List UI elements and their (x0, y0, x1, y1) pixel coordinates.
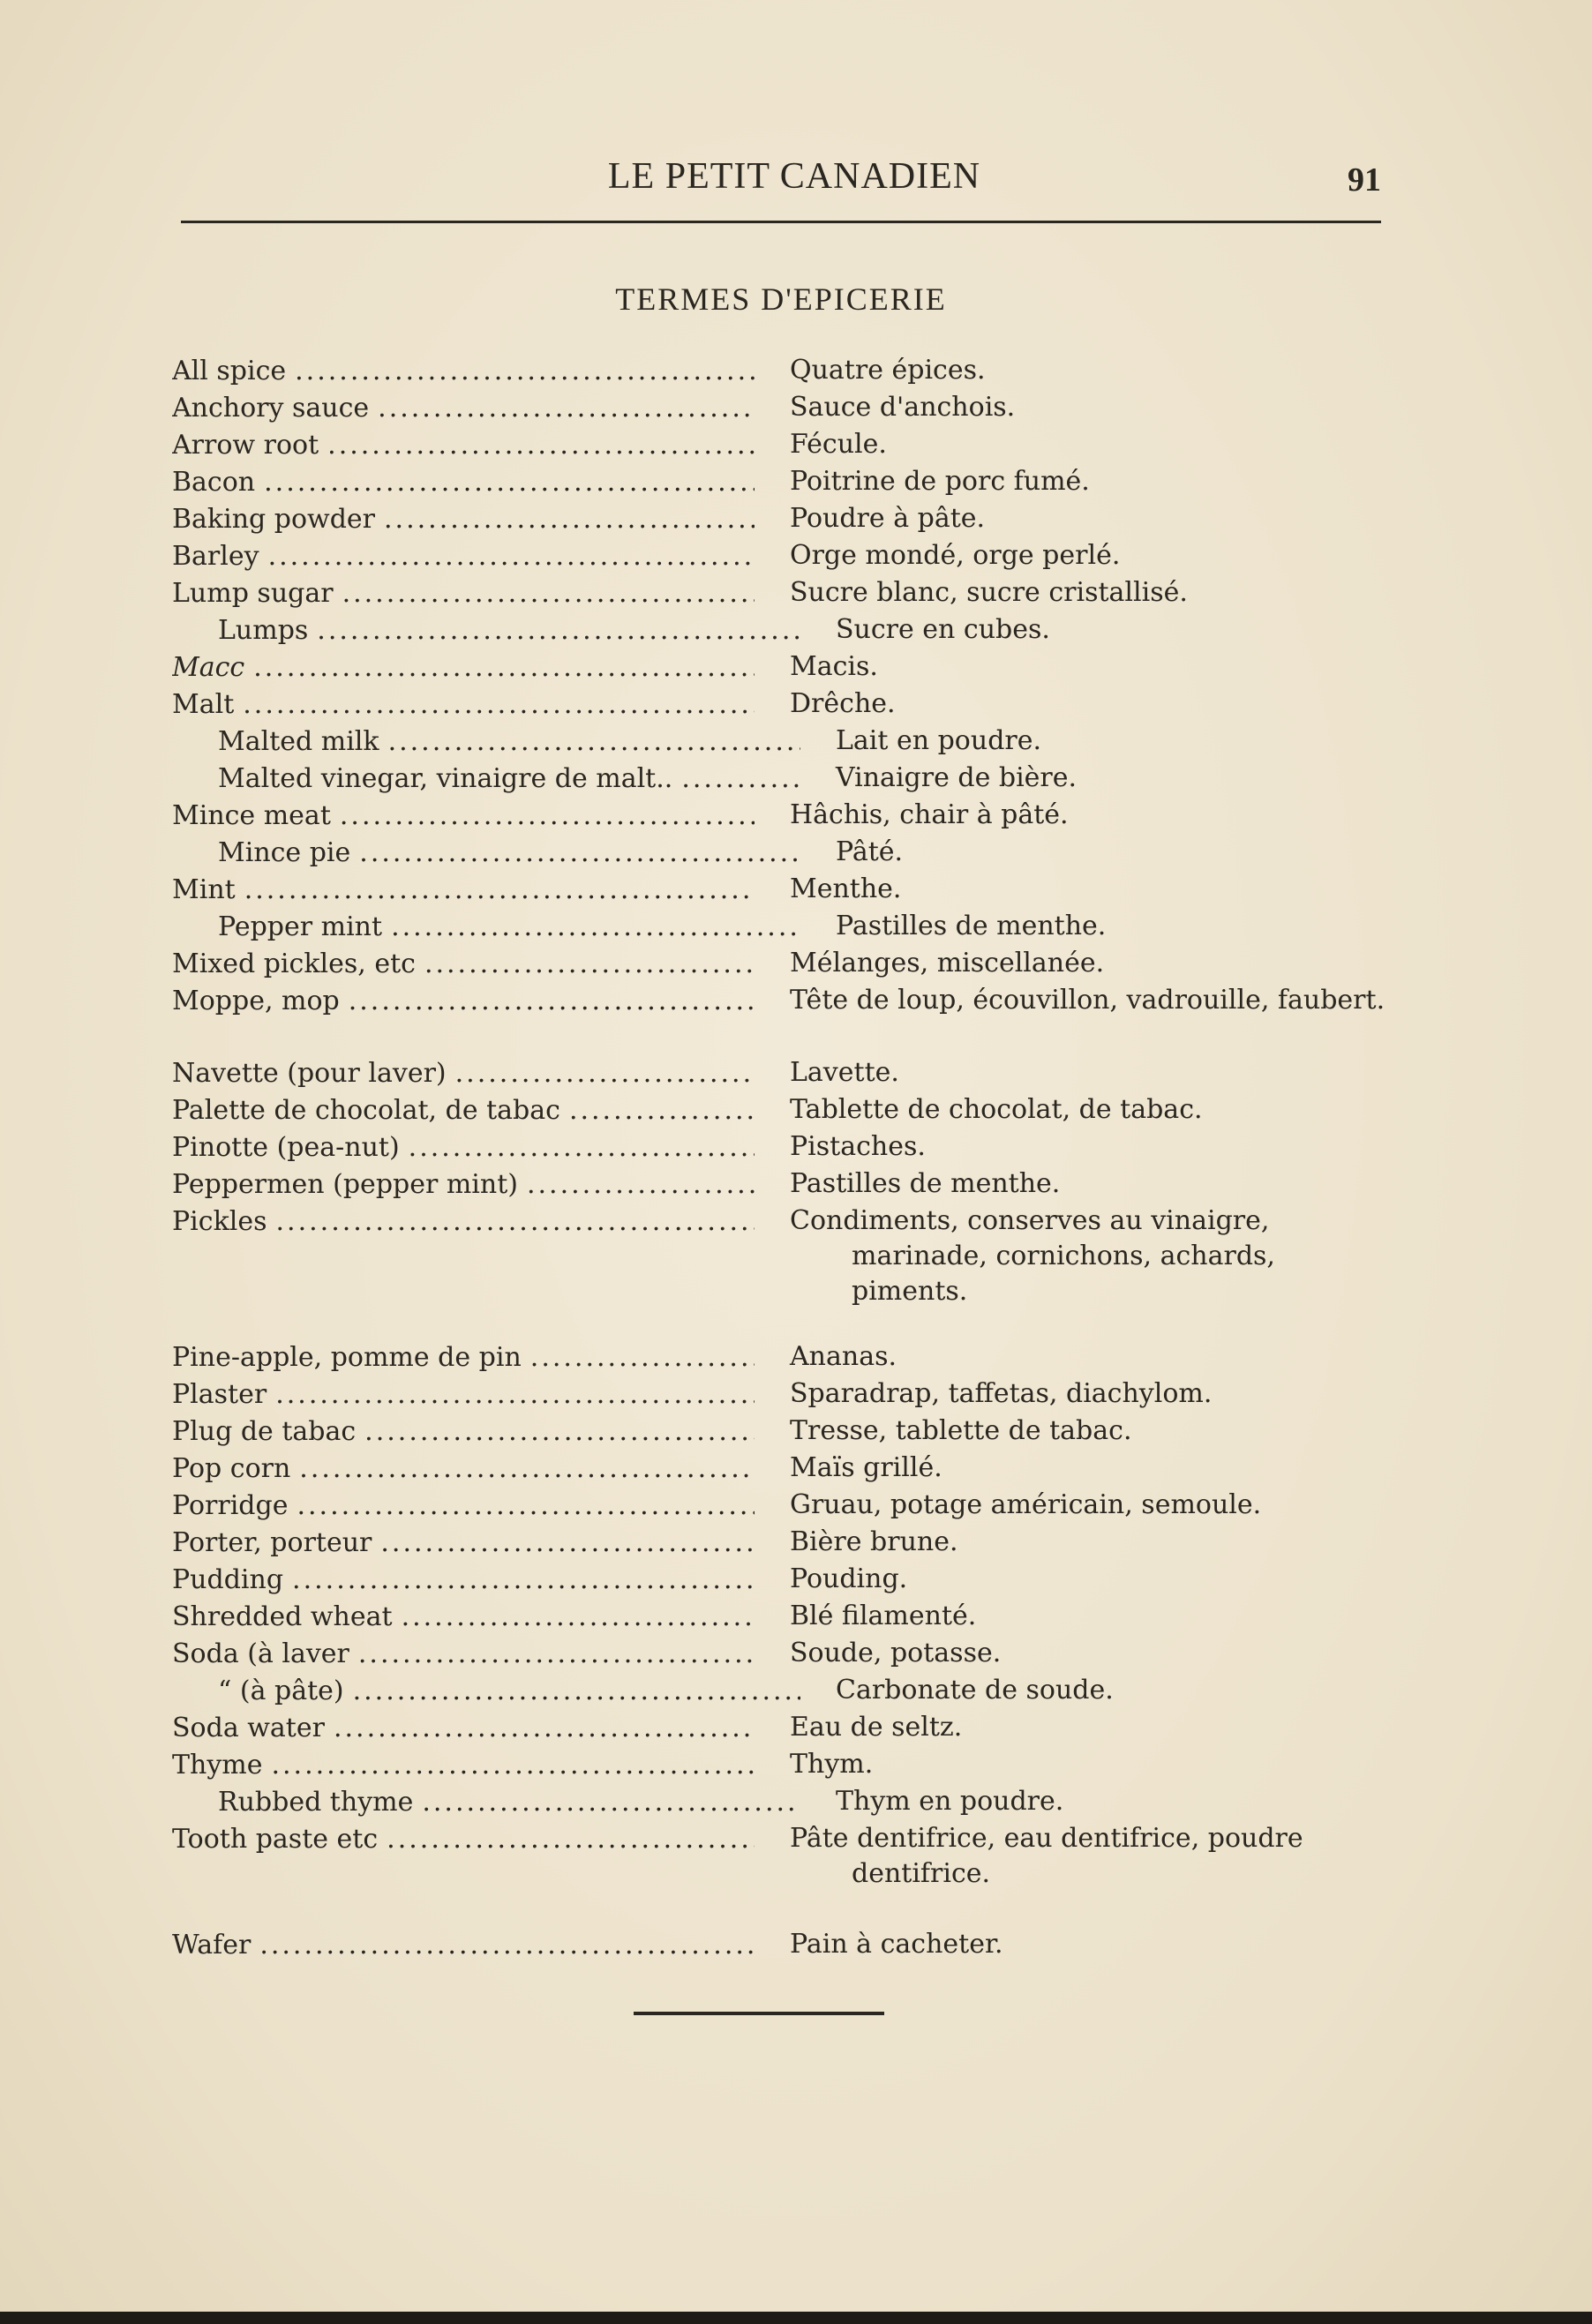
french-translation: Poudre à pâte. (790, 503, 986, 534)
section-title: TERMES D'EPICERIE (615, 281, 947, 317)
term-text: Mixed pickles, etc (172, 948, 416, 979)
dot-leader (424, 946, 755, 983)
french-translation: Orge mondé, orge perlé. (790, 540, 1121, 571)
french-translation: Sauce d'anchois. (790, 392, 1016, 423)
french-translation: Sparadrap, taffetas, diachylom. (790, 1378, 1213, 1409)
dot-leader (380, 1525, 755, 1562)
french-translation: Tête de loup, écouvillon, vadrouille, faubert. (790, 985, 1385, 1016)
term-text: Mince meat (172, 800, 331, 831)
glossary-entry (172, 909, 1390, 946)
term-text: Malt (172, 689, 235, 720)
term-text: Barley (172, 541, 259, 572)
term-text: Mint (172, 874, 236, 905)
french-translation: Tablette de chocolat, de tabac. (790, 1094, 1203, 1125)
glossary-entry (172, 686, 1390, 723)
english-term (172, 612, 800, 649)
term-text: Plaster (172, 1379, 267, 1410)
english-term (172, 1784, 800, 1821)
term-text: Pickles (172, 1206, 267, 1237)
french-translation: Pistaches. (790, 1131, 926, 1162)
dot-leader (317, 612, 800, 649)
glossary-entry (172, 872, 1390, 909)
english-term (172, 575, 755, 612)
glossary-entry (172, 983, 1390, 1020)
french-translation: Pâté. (836, 836, 904, 867)
dot-leader (455, 1055, 755, 1092)
english-term (172, 1203, 755, 1241)
english-term (172, 1562, 755, 1599)
english-term (172, 649, 755, 686)
glossary-entry (172, 1055, 1390, 1092)
french-translation: Thym. (790, 1749, 874, 1780)
glossary-entry (172, 390, 1390, 427)
dot-leader (359, 835, 800, 872)
glossary-entry (172, 1927, 1390, 1964)
dot-leader (378, 390, 755, 427)
glossary-entry (172, 723, 1390, 761)
scan-edge (0, 2312, 1592, 2324)
french-translation: Soude, potasse. (790, 1638, 1002, 1668)
glossary-entry (172, 1710, 1390, 1747)
french-translation: Pâte dentifrice, eau dentifrice, poudre dentifrice. (790, 1823, 1303, 1889)
glossary-entry (172, 1203, 1390, 1309)
term-text: Soda water (172, 1713, 325, 1743)
english-term (172, 1166, 755, 1203)
term-text: Plug de tabac (172, 1416, 357, 1447)
french-translation: Fécule. (790, 429, 887, 460)
glossary-entry (172, 538, 1390, 575)
english-term (172, 872, 755, 909)
glossary-entry (172, 761, 1390, 798)
english-term (172, 1055, 755, 1092)
dot-leader (358, 1636, 755, 1673)
dot-leader (342, 575, 755, 612)
french-translation: Tresse, tablette de tabac. (790, 1415, 1132, 1446)
glossary-entry (172, 1451, 1390, 1488)
english-term (172, 538, 755, 575)
group-spacer (172, 1892, 1390, 1927)
dot-leader (327, 427, 755, 464)
term-text: Arrow root (172, 430, 319, 461)
dot-leader (530, 1339, 755, 1376)
term-text: Pop corn (172, 1453, 291, 1484)
english-term (172, 983, 755, 1020)
french-translation: Blé filamenté. (790, 1601, 977, 1631)
french-translation: Quatre épices. (790, 355, 986, 386)
glossary-entry (172, 612, 1390, 649)
header-rule (181, 221, 1381, 223)
dot-leader (527, 1166, 755, 1203)
term-text: Tooth paste etc (172, 1824, 379, 1855)
dot-leader (402, 1599, 755, 1636)
glossary-entry (172, 1166, 1390, 1203)
dot-leader (364, 1413, 755, 1451)
term-text: Macc (172, 652, 245, 683)
english-term (172, 798, 755, 835)
glossary-entry (172, 1784, 1390, 1821)
running-title: LE PETIT CANADIEN (607, 156, 981, 197)
term-text: Wafer (172, 1930, 252, 1960)
term-text: Bacon (172, 467, 256, 498)
term-text: Anchory sauce (172, 393, 370, 424)
dot-leader (384, 501, 755, 538)
group-spacer (172, 1309, 1390, 1339)
dot-leader (271, 1747, 755, 1784)
french-translation: Pastilles de menthe. (790, 1168, 1061, 1199)
french-translation: Sucre en cubes. (836, 614, 1050, 645)
english-term (172, 1525, 755, 1562)
term-text: Baking powder (172, 504, 376, 535)
term-text: Soda (à laver (172, 1638, 349, 1669)
english-term (172, 1451, 755, 1488)
page-header (181, 155, 1381, 208)
english-term (172, 1927, 755, 1964)
dot-leader (334, 1710, 755, 1747)
term-text: Pudding (172, 1564, 284, 1595)
english-term (172, 835, 800, 872)
term-text: Peppermen (pepper mint) (172, 1169, 518, 1200)
french-translation: Bière brune. (790, 1526, 958, 1557)
dot-leader (681, 761, 800, 798)
glossary-entry (172, 464, 1390, 501)
term-text: Pine-apple, pomme de pin (172, 1342, 522, 1373)
term-text: Malted milk (218, 726, 379, 757)
english-term (172, 1710, 755, 1747)
glossary-entry (172, 427, 1390, 464)
term-text: Moppe, mop (172, 986, 340, 1016)
glossary-entry (172, 835, 1390, 872)
english-term (172, 464, 755, 501)
english-term (172, 1092, 755, 1129)
english-term (172, 1821, 755, 1858)
term-text: Thyme (172, 1750, 263, 1780)
english-term (172, 761, 800, 798)
english-term (172, 909, 800, 946)
term-text: Shredded wheat (172, 1601, 393, 1632)
dot-leader (349, 983, 755, 1020)
french-translation: Maïs grillé. (790, 1452, 942, 1483)
glossary-entry (172, 1129, 1390, 1166)
term-text: Porridge (172, 1490, 289, 1521)
term-text: Pepper mint (218, 911, 383, 942)
dot-leader (244, 872, 755, 909)
glossary-entry (172, 1413, 1390, 1451)
dot-leader (391, 909, 800, 946)
english-term (172, 501, 755, 538)
french-translation: Pouding. (790, 1563, 908, 1594)
dot-leader (340, 798, 755, 835)
dot-leader (268, 538, 755, 575)
dot-leader (299, 1451, 755, 1488)
french-translation: Drêche. (790, 688, 896, 719)
dot-leader (569, 1092, 755, 1129)
english-term (172, 390, 755, 427)
closing-rule (634, 2012, 884, 2015)
french-translation: Gruau, potage américain, semoule. (790, 1489, 1262, 1520)
glossary-entry (172, 575, 1390, 612)
english-term (172, 1488, 755, 1525)
term-text: Porter, porteur (172, 1527, 372, 1558)
english-term (172, 1339, 755, 1376)
dot-leader (275, 1376, 755, 1413)
dot-leader (292, 1562, 755, 1599)
dot-leader (353, 1673, 800, 1710)
dot-leader (295, 353, 755, 390)
term-text: “ (à pâte) (218, 1676, 344, 1706)
dot-leader (388, 723, 800, 761)
french-translation: Sucre blanc, sucre cristallisé. (790, 577, 1188, 608)
english-term (172, 1413, 755, 1451)
glossary-entry (172, 1339, 1390, 1376)
term-text: Pinotte (pea-nut) (172, 1132, 400, 1163)
glossary-entry (172, 1525, 1390, 1562)
term-text: Lumps (218, 615, 309, 646)
glossary-entry (172, 1488, 1390, 1525)
french-translation: Macis. (790, 651, 878, 682)
glossary-entry (172, 946, 1390, 983)
french-translation: Condiments, conserves au vinaigre, marinade, cornichons, achards, piments. (790, 1205, 1275, 1307)
glossary-entry (172, 1562, 1390, 1599)
english-term (172, 686, 755, 723)
term-text: Navette (pour laver) (172, 1058, 447, 1089)
english-term (172, 946, 755, 983)
term-text: Lump sugar (172, 578, 334, 609)
french-translation: Mélanges, miscellanée. (790, 948, 1105, 978)
dot-leader (276, 1203, 755, 1241)
glossary-entry (172, 798, 1390, 835)
glossary-entry (172, 1376, 1390, 1413)
term-text: Malted vinegar, vinaigre de malt.. (218, 763, 673, 794)
english-term (172, 1636, 755, 1673)
term-text: Palette de chocolat, de tabac (172, 1095, 560, 1126)
glossary-entry (172, 1673, 1390, 1710)
english-term (172, 1599, 755, 1636)
glossary-entry (172, 501, 1390, 538)
glossary-entry (172, 1821, 1390, 1892)
glossary-entry (172, 353, 1390, 390)
glossary-entry (172, 1092, 1390, 1129)
term-text: Rubbed thyme (218, 1787, 414, 1818)
dot-leader (253, 649, 755, 686)
french-translation: Lavette. (790, 1057, 899, 1088)
term-text: Mince pie (218, 837, 351, 868)
glossary-entry (172, 649, 1390, 686)
glossary-list (172, 353, 1390, 1964)
dot-leader (264, 464, 755, 501)
term-text: All spice (172, 356, 287, 386)
french-translation: Eau de seltz. (790, 1712, 963, 1743)
dot-leader (409, 1129, 755, 1166)
french-translation: Ananas. (790, 1341, 897, 1372)
french-translation: Thym en poudre. (836, 1786, 1064, 1817)
glossary-entry (172, 1599, 1390, 1636)
group-spacer (172, 1020, 1390, 1055)
french-translation: Vinaigre de bière. (836, 762, 1078, 793)
english-term (172, 723, 800, 761)
english-term (172, 427, 755, 464)
french-translation: Pastilles de menthe. (836, 911, 1107, 941)
glossary-entry (172, 1747, 1390, 1784)
dot-leader (243, 686, 755, 723)
english-term (172, 1673, 800, 1710)
page-number: 91 (1348, 161, 1381, 199)
french-translation: Pain à cacheter. (790, 1929, 1003, 1960)
dot-leader (297, 1488, 755, 1525)
glossary-entry (172, 1636, 1390, 1673)
english-term (172, 1129, 755, 1166)
french-translation: Menthe. (790, 873, 902, 904)
french-translation: Lait en poudre. (836, 725, 1042, 756)
english-term (172, 1747, 755, 1784)
english-term (172, 1376, 755, 1413)
dot-leader (422, 1784, 800, 1821)
french-translation: Hâchis, chair à pâté. (790, 799, 1069, 830)
french-translation: Poitrine de porc fumé. (790, 466, 1090, 497)
dot-leader (259, 1927, 755, 1964)
french-translation: Carbonate de soude. (836, 1675, 1114, 1706)
dot-leader (387, 1821, 755, 1858)
english-term (172, 353, 755, 390)
